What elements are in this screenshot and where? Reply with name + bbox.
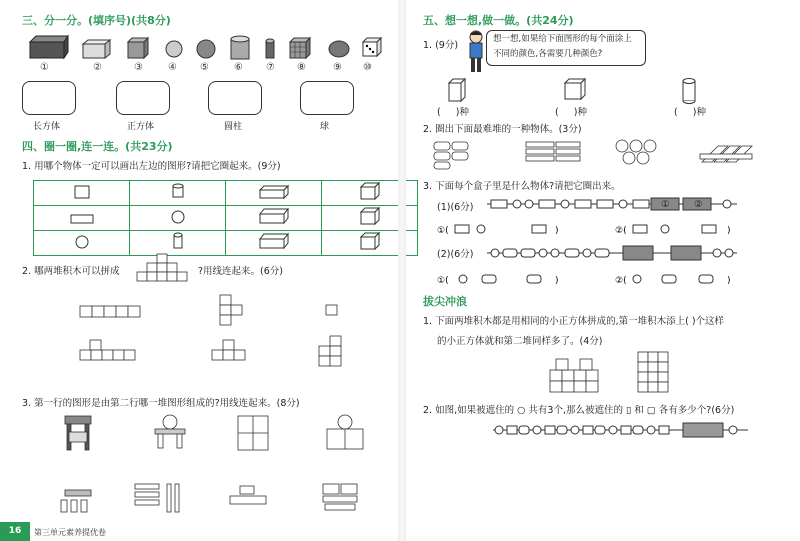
question-4-3: 3. 第一行的图形是由第二行哪一堆图形组成的?用线连起来。(8分): [22, 398, 300, 409]
box-icon: [259, 233, 289, 249]
row-2-label: (2)(6分): [437, 249, 474, 260]
block-piles: [550, 350, 680, 394]
footer-label: 第三单元素养提优卷: [34, 528, 106, 537]
cylinder-icon: [172, 232, 184, 250]
battery-shape-icon: [266, 39, 274, 58]
figure-ball-box: [327, 415, 363, 449]
hidden-chain: [493, 422, 753, 438]
svg-text:①(: ①(: [437, 226, 449, 236]
box-1-label: ①: [661, 199, 670, 210]
label-7: ⑦: [266, 62, 275, 73]
stack-bottom-3: [319, 336, 341, 366]
pieces-1: [61, 490, 91, 512]
cube-shape-icon: [128, 38, 148, 58]
flat-box-icon: [259, 185, 289, 199]
question-6-2: 2. 如图,如果被遮住的 ○ 共有3个,那么被遮住的 ▯ 和 ▢ 各有多少个?(6分): [423, 405, 735, 416]
question-4-1: 1. 用哪个物体一定可以画出左边的图形?请把它圈起来。(9分): [22, 161, 281, 172]
speech-bubble: 想一想,如果给下面图形的每个面涂上不同的颜色,各需要几种颜色?: [486, 30, 646, 66]
cube-icon: [360, 207, 380, 225]
category-sphere: 球: [320, 122, 330, 132]
pieces-4: [323, 484, 357, 510]
label-4: ④: [168, 62, 177, 73]
ball-icon: [171, 210, 185, 224]
rectangle-icon: [70, 214, 94, 224]
tall-box-icon: [449, 79, 465, 101]
svg-text:): ): [727, 276, 731, 286]
choices-row-2[interactable]: [437, 272, 757, 286]
bar-stack-icon: [700, 146, 752, 162]
svg-text:): ): [727, 226, 731, 236]
box-2-label: ②: [694, 199, 703, 210]
stack-bottom-2: [212, 340, 245, 360]
label-6: ⑥: [234, 62, 243, 73]
question-6-1-line-a: 1. 下面两堆积木都是用相同的小正方体拼成的,第一堆积木添上( )个这样: [423, 316, 725, 327]
table-row: [34, 206, 418, 231]
cube-icon: [565, 79, 585, 99]
answer-box-cube[interactable]: [116, 81, 170, 115]
cylinder-icon: [171, 183, 185, 199]
question-5-2: 2. 圈出下面最难堆的一种物体。(3分): [423, 124, 582, 135]
circle-icon: [75, 235, 89, 249]
cylinder-stack-icon: [434, 142, 468, 169]
pile-2: [638, 352, 668, 392]
label-8: ⑧: [297, 62, 306, 73]
ball-shape-icon: [166, 41, 182, 57]
target-stack-icon: [135, 252, 195, 284]
blank-1[interactable]: ( )种: [437, 107, 470, 118]
stack-top-2: [220, 295, 242, 325]
blank-3[interactable]: ( )种: [674, 107, 707, 118]
section-3-title: 三、分一分。(填序号)(共8分): [22, 14, 171, 27]
book-shape-icon: [30, 36, 68, 58]
blank-1-suffix: 种: [459, 107, 470, 118]
figure-stool: [65, 416, 91, 450]
category-cuboid: 长方体: [33, 122, 61, 132]
category-cylinder: 圆柱: [224, 122, 243, 132]
blank-3-suffix: 种: [696, 107, 707, 118]
table-row: [34, 181, 418, 206]
basketball-shape-icon: [197, 40, 215, 58]
category-cube: 正方体: [127, 122, 155, 132]
svg-text:): ): [555, 226, 559, 236]
cube-icon: [360, 232, 380, 250]
svg-text:①(: ①(: [437, 276, 449, 286]
table-row: [34, 231, 418, 256]
svg-text:): ): [555, 276, 559, 286]
label-2: ②: [93, 62, 102, 73]
pieces-3: [230, 486, 266, 504]
chain-row-1: [487, 196, 742, 212]
dice-shape-icon: [363, 38, 381, 56]
book-gutter: [398, 0, 406, 541]
can-shape-icon: [231, 36, 249, 59]
question-5-3: 3. 下面每个盒子里是什么物体?请把它圈出来。: [423, 181, 621, 192]
blank-2-suffix: 种: [577, 107, 588, 118]
question-5-1: 1. (9分): [423, 40, 459, 51]
rubik-cube-icon: [290, 38, 310, 58]
label-5: ⑤: [200, 62, 209, 73]
choices-row-1[interactable]: [437, 222, 757, 236]
page-number: 16: [0, 522, 30, 541]
objects-row: [28, 34, 388, 64]
pieces-2: [135, 484, 179, 512]
ball-stack-icon: [616, 140, 656, 164]
stone-shape-icon: [329, 41, 349, 57]
stack-top-3: [326, 305, 337, 315]
answer-box-cylinder[interactable]: [208, 81, 262, 115]
stack-bottom-1: [80, 340, 135, 360]
answer-box-cuboid[interactable]: [22, 81, 76, 115]
svg-text:②(: ②(: [615, 226, 627, 236]
plank-stack-icon: [526, 142, 580, 161]
box-shape-icon: [83, 40, 110, 58]
pile-1: [550, 359, 598, 392]
stack-options: [432, 138, 772, 170]
boy-illustration-icon: [466, 30, 486, 76]
label-10: ⑩: [363, 62, 372, 73]
stack-top-1: [80, 306, 140, 317]
cylinder-icon: [683, 79, 695, 104]
long-box-icon: [259, 208, 289, 224]
section-4-title: 四、圈一圈,连一连。(共23分): [22, 140, 173, 153]
answer-box-sphere[interactable]: [300, 81, 354, 115]
label-9: ⑨: [333, 62, 342, 73]
question-6-1-line-b: 的小正方体就和第二堆同样多了。(4分): [437, 336, 603, 347]
section-6-title: 拔尖冲浪: [423, 295, 467, 308]
section-5-title: 五、想一想,做一做。(共24分): [423, 14, 574, 27]
question-4-2-part-a: 2. 哪两堆积木可以拼成: [22, 266, 120, 277]
blank-2[interactable]: ( )种: [555, 107, 588, 118]
chain-row-2: [487, 244, 742, 262]
stacks-group: [80, 292, 380, 372]
q1-shapes: [445, 75, 705, 105]
composition-figures: [55, 412, 375, 517]
figure-table-ball: [155, 415, 185, 448]
figure-cube-stack: [238, 416, 268, 450]
question-4-2-part-b: ?用线连起来。(6分): [198, 266, 283, 277]
row-1-label: (1)(6分): [437, 202, 474, 213]
shape-match-table: [33, 180, 418, 256]
label-3: ③: [134, 62, 143, 73]
square-icon: [74, 185, 90, 199]
svg-text:②(: ②(: [615, 276, 627, 286]
cube-icon: [360, 182, 380, 200]
label-1: ①: [40, 62, 49, 73]
